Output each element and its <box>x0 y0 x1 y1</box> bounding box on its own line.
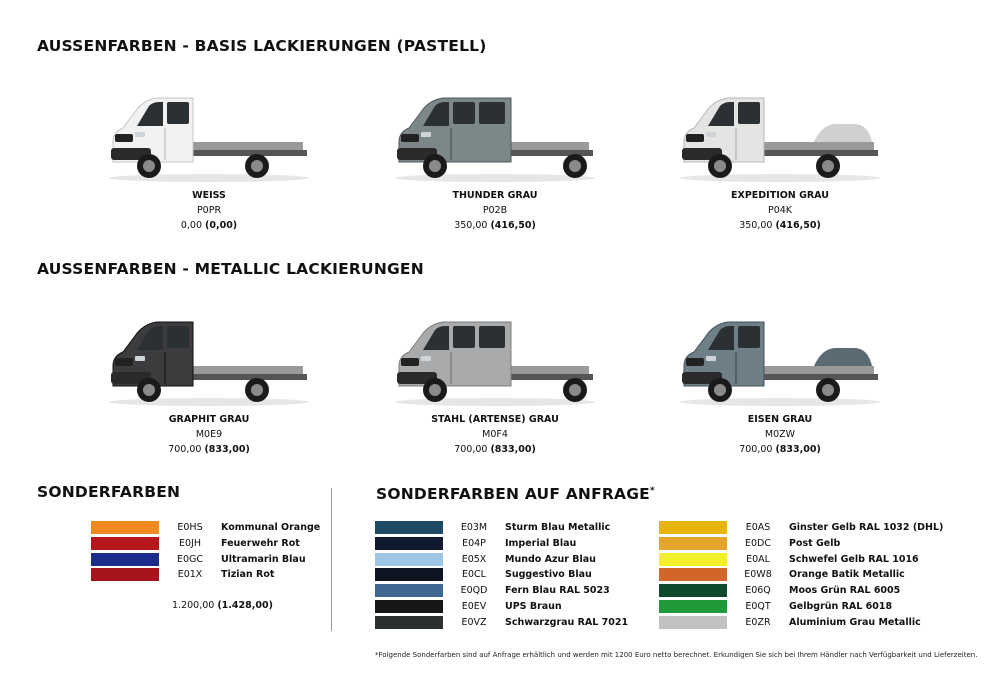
color-swatch-row <box>375 599 562 613</box>
color-swatch-row <box>659 599 892 613</box>
chassis-frame <box>187 150 307 156</box>
vehicle-card <box>375 88 615 231</box>
color-swatch-row <box>375 552 596 566</box>
hubcap <box>143 384 155 396</box>
color-swatch <box>375 537 443 550</box>
color-name: Feuerwehr Rot <box>221 537 300 549</box>
wheel-arch-cover <box>814 348 872 366</box>
headlight <box>421 356 431 361</box>
color-code: E0EV <box>461 600 487 612</box>
color-name: Gelbgrün RAL 6018 <box>789 600 893 612</box>
sonderfarben-price-net: 1.200,00 <box>172 600 215 611</box>
grille <box>401 134 419 142</box>
hubcap <box>822 160 834 172</box>
color-name: UPS Braun <box>505 600 562 612</box>
vehicle-name: EXPEDITION GRAU <box>731 190 829 201</box>
color-swatch-row <box>375 536 576 550</box>
vehicle-price <box>660 444 900 455</box>
vehicle-price-gross: (833,00) <box>775 444 821 455</box>
vehicle-price-gross: (416,50) <box>775 220 821 231</box>
color-swatch <box>375 568 443 581</box>
hubcap <box>714 384 726 396</box>
anfrage-asterisk: * <box>649 485 655 496</box>
color-name: Suggestivo Blau <box>505 568 592 580</box>
color-code: E0ZR <box>745 616 771 628</box>
vehicle-card <box>660 88 900 231</box>
color-swatch-row <box>375 520 610 534</box>
color-name: Sturm Blau Metallic <box>505 521 611 533</box>
color-swatch <box>375 521 443 534</box>
vehicle-name: GRAPHIT GRAU <box>168 414 250 425</box>
vehicle-price-net: 0,00 <box>180 220 202 231</box>
color-swatch <box>91 568 159 581</box>
vehicle-price-gross: (833,00) <box>204 444 250 455</box>
ground-shadow <box>109 398 309 406</box>
side-window <box>738 102 760 124</box>
color-name: Aluminium Grau Metallic <box>789 616 921 628</box>
color-swatch <box>659 537 727 550</box>
color-code: E03M <box>460 521 488 533</box>
color-swatch-row <box>659 552 919 566</box>
color-code: E06Q <box>745 584 771 596</box>
color-swatch-row <box>659 615 921 629</box>
color-swatch <box>659 553 727 566</box>
color-code: E0VZ <box>461 616 487 628</box>
vehicle-price-net: 700,00 <box>168 444 202 455</box>
vehicle-card <box>89 88 329 231</box>
vehicle-name: THUNDER GRAU <box>452 190 538 201</box>
vehicle-code: M0F4 <box>482 429 508 440</box>
color-name: Kommunal Orange <box>221 521 321 533</box>
hubcap <box>569 384 581 396</box>
vehicle-price-gross: (0,00) <box>205 220 238 231</box>
color-swatch <box>91 537 159 550</box>
color-name: Orange Batik Metallic <box>789 568 905 580</box>
grille <box>115 358 133 366</box>
grille <box>115 134 133 142</box>
ground-shadow <box>395 174 595 182</box>
vehicle-price <box>660 220 900 231</box>
color-swatch-row <box>91 520 320 534</box>
vehicle-price-net: 700,00 <box>454 444 488 455</box>
color-code: E0W8 <box>744 568 772 580</box>
color-code: E0QT <box>745 600 771 612</box>
vehicle-name: WEISS <box>192 190 226 201</box>
color-name: Schwarzgrau RAL 7021 <box>505 616 629 628</box>
color-swatch-row <box>375 615 628 629</box>
hubcap <box>714 160 726 172</box>
hubcap <box>822 384 834 396</box>
vehicle-image <box>99 312 319 408</box>
vehicle-image <box>99 88 319 184</box>
wheel-arch-cover <box>814 124 872 142</box>
sonderfarben-price <box>172 600 273 611</box>
vehicle-price-net: 700,00 <box>739 444 773 455</box>
vehicle-price <box>89 220 329 231</box>
ground-shadow <box>395 398 595 406</box>
vehicle-price-gross: (833,00) <box>490 444 536 455</box>
hubcap <box>251 384 263 396</box>
chassis-rail <box>760 142 874 150</box>
side-window <box>453 326 475 348</box>
section-title-pastell: AUSSENFARBEN - BASIS LACKIERUNGEN (PASTELL) <box>37 37 487 55</box>
section-divider <box>331 488 332 631</box>
color-name: Fern Blau RAL 5023 <box>505 584 610 596</box>
color-swatch-row <box>375 583 610 597</box>
vehicle-code: M0E9 <box>195 429 223 440</box>
color-code: E0CL <box>462 568 486 580</box>
color-swatch <box>659 521 727 534</box>
vehicle-image <box>670 312 890 408</box>
color-swatch <box>375 584 443 597</box>
section-title-metallic: AUSSENFARBEN - METALLIC LACKIERUNGEN <box>37 260 424 278</box>
color-swatch-row <box>91 536 300 550</box>
color-swatch-row <box>659 567 905 581</box>
headlight <box>706 356 716 361</box>
color-code: E04P <box>462 537 486 549</box>
color-swatch-row <box>91 567 274 581</box>
color-code: E0DC <box>745 537 771 549</box>
color-name: Ultramarin Blau <box>221 553 306 565</box>
chassis-frame <box>758 150 878 156</box>
chassis-frame <box>758 374 878 380</box>
vehicle-image <box>385 88 605 184</box>
rear-window <box>479 102 505 124</box>
color-swatch <box>659 600 727 613</box>
color-code: E0AS <box>745 521 771 533</box>
color-swatch-row <box>659 536 840 550</box>
color-code: E05X <box>461 553 487 565</box>
vehicle-card <box>89 312 329 455</box>
sonderfarben-price-gross: (1.428,00) <box>217 600 273 611</box>
side-window <box>453 102 475 124</box>
section-title-sonderfarben: SONDERFARBEN <box>37 483 181 501</box>
hubcap <box>429 160 441 172</box>
side-window <box>738 326 760 348</box>
chassis-rail <box>507 366 589 374</box>
color-name: Ginster Gelb RAL 1032 (DHL) <box>789 521 944 533</box>
anfrage-title-text: SONDERFARBEN AUF ANFRAGE <box>376 485 650 503</box>
color-swatch-row <box>659 520 943 534</box>
chassis-rail <box>189 142 303 150</box>
color-code: E0HS <box>177 521 203 533</box>
color-code: E0AL <box>746 553 770 565</box>
vehicle-card <box>660 312 900 455</box>
section-title-anfrage <box>376 485 655 503</box>
vehicle-image <box>670 88 890 184</box>
chassis-rail <box>507 142 589 150</box>
chassis-frame <box>187 374 307 380</box>
rear-window <box>479 326 505 348</box>
vehicle-price-net: 350,00 <box>454 220 488 231</box>
vehicle-price-gross: (416,50) <box>490 220 536 231</box>
ground-shadow <box>680 174 880 182</box>
color-swatch <box>375 600 443 613</box>
hubcap <box>251 160 263 172</box>
color-swatch <box>659 568 727 581</box>
color-swatch <box>375 616 443 629</box>
color-code: E0GC <box>176 553 204 565</box>
color-name: Post Gelb <box>789 537 841 549</box>
chassis-rail <box>760 366 874 374</box>
vehicle-code: P0PR <box>196 205 222 216</box>
color-swatch <box>91 521 159 534</box>
hubcap <box>569 160 581 172</box>
vehicle-code: P02B <box>482 205 508 216</box>
color-code: E01X <box>177 568 203 580</box>
color-code: E0JH <box>179 537 201 549</box>
grille <box>686 358 704 366</box>
grille <box>401 358 419 366</box>
chassis-rail <box>189 366 303 374</box>
headlight <box>706 132 716 137</box>
vehicle-image <box>385 312 605 408</box>
color-name: Moos Grün RAL 6005 <box>789 584 901 596</box>
color-code: E0QD <box>460 584 488 596</box>
color-swatch-row <box>91 552 306 566</box>
ground-shadow <box>680 398 880 406</box>
color-swatch-row <box>659 583 900 597</box>
headlight <box>135 356 145 361</box>
side-window <box>167 102 189 124</box>
vehicle-name: EISEN GRAU <box>747 414 813 425</box>
color-name: Schwefel Gelb RAL 1016 <box>789 553 919 565</box>
ground-shadow <box>109 174 309 182</box>
vehicle-code: P04K <box>767 205 793 216</box>
vehicle-name: STAHL (ARTENSE) GRAU <box>431 414 559 425</box>
color-swatch-row <box>375 567 592 581</box>
color-swatch <box>659 616 727 629</box>
color-swatch <box>91 553 159 566</box>
grille <box>686 134 704 142</box>
hubcap <box>143 160 155 172</box>
color-name: Mundo Azur Blau <box>505 553 596 565</box>
headlight <box>135 132 145 137</box>
vehicle-price <box>375 220 615 231</box>
vehicle-price-net: 350,00 <box>739 220 773 231</box>
color-swatch <box>375 553 443 566</box>
vehicle-price <box>375 444 615 455</box>
vehicle-price <box>89 444 329 455</box>
hubcap <box>429 384 441 396</box>
color-swatch <box>659 584 727 597</box>
color-name: Tizian Rot <box>221 568 275 580</box>
side-window <box>167 326 189 348</box>
footnote: *Folgende Sonderfarben sind auf Anfrage erhältlich und werden mit 1200 Euro netto berechnet. Erkundigen Sie sich bei Ihrem Händler nach Verfügbarkeit und Lieferzeiten. <box>375 651 978 659</box>
vehicle-code: M0ZW <box>764 429 796 440</box>
vehicle-card <box>375 312 615 455</box>
headlight <box>421 132 431 137</box>
color-name: Imperial Blau <box>505 537 577 549</box>
